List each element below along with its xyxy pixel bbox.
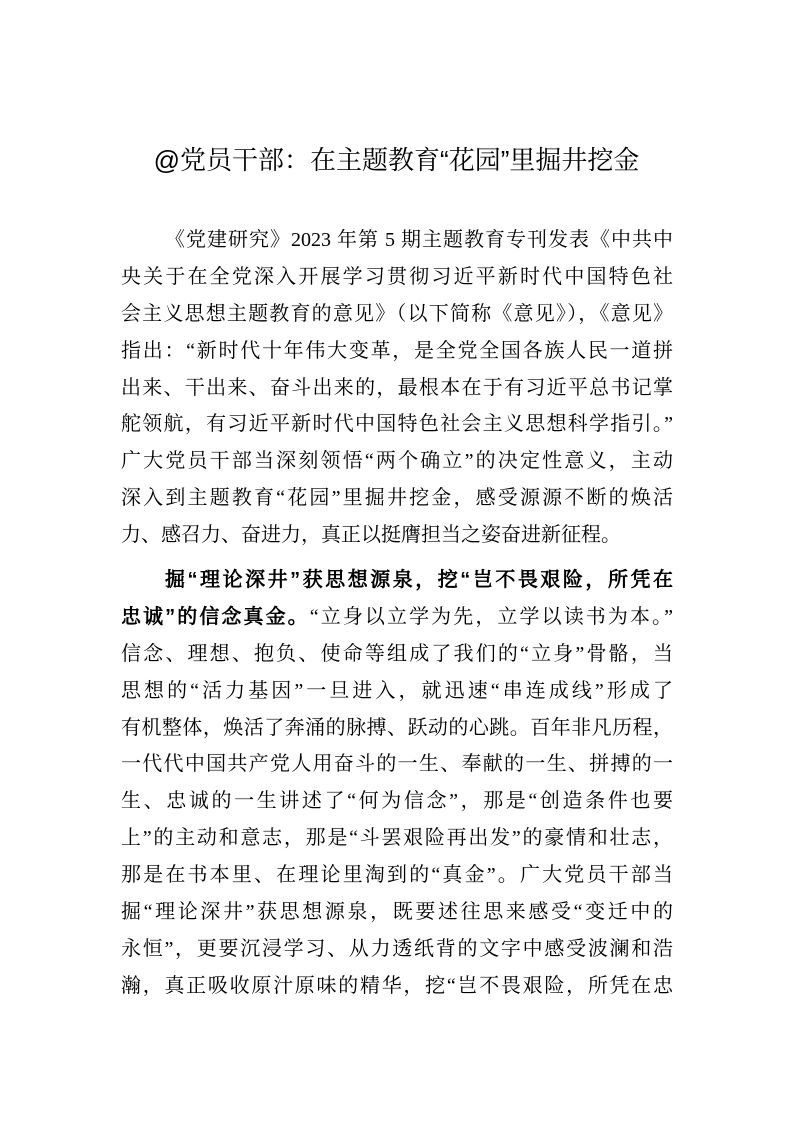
text-line: 永恒”，更要沉浸学习、从力透纸背的文字中感受波澜和浩 (121, 937, 673, 960)
text-line: 出来、干出来、奋斗出来的，最根本在于有习近平总书记掌 (121, 376, 673, 399)
text-line: 会主义思想主题教育的意见》（以下简称《意见》），《意见》 (121, 302, 673, 325)
document-body (121, 222, 673, 1005)
text-line: 舵领航，有习近平新时代中国特色社会主义思想科学指引。” (121, 413, 673, 436)
section-heading: 掘“理论深井”获思想源泉，挖“岂不畏艰险，所凭在 (165, 569, 673, 592)
text-line: 一代代中国共产党人用奋斗的一生、奉献的一生、拼搏的一 (121, 753, 673, 776)
text-line: 指出：“新时代十年伟大变革，是全党全国各族人民一道拼 (121, 339, 673, 362)
quote-text: “立身以立学为先，立学以读书为本。” (309, 605, 673, 628)
text-line: 广大党员干部当深刻领悟“两个确立”的决定性意义，主动 (121, 450, 673, 473)
document-title: @党员干部：在主题教育“花园”里掘井挖金 (153, 145, 640, 175)
text-line: 《党建研究》2023 年第 5 期主题教育专刊发表《中共中 (165, 229, 673, 251)
section-heading: 忠诚”的信念真金。 (121, 605, 310, 628)
text-line: 上”的主动和意志，那是“斗罢艰险再出发”的豪情和壮志， (121, 827, 673, 850)
text-line: 力、感召力、奋进力，真正以挺膺担当之姿奋进新征程。 (121, 524, 621, 547)
text-line: 掘“理论深井”获思想源泉，既要述往思来感受“变迁中的 (121, 901, 673, 924)
text-line: 央关于在全党深入开展学习贯彻习近平新时代中国特色社 (121, 265, 673, 288)
text-line: 生、忠诚的一生讲述了“何为信念”，那是“创造条件也要 (121, 790, 673, 813)
text-line: 思想的“活力基因”一旦进入，就迅速“串连成线”形成了 (121, 679, 673, 702)
text-line: 深入到主题教育“花园”里掘井挖金，感受源源不断的焕活 (121, 487, 673, 510)
text-line: 那是在书本里、在理论里淘到的“真金”。广大党员干部当 (121, 864, 673, 887)
paragraph-section-1 (121, 562, 673, 1005)
text-line: 瀚，真正吸收原汁原味的精华，挖“岂不畏艰险，所凭在忠 (121, 974, 673, 997)
text-line: 有机整体，焕活了奔涌的脉搏、跃动的心跳。百年非凡历程， (121, 716, 673, 739)
paragraph-intro (121, 222, 673, 554)
section-heading-line (121, 562, 673, 599)
text-line (121, 599, 673, 636)
text-line: 信念、理想、抱负、使命等组成了我们的“立身”骨骼，当 (121, 642, 673, 665)
